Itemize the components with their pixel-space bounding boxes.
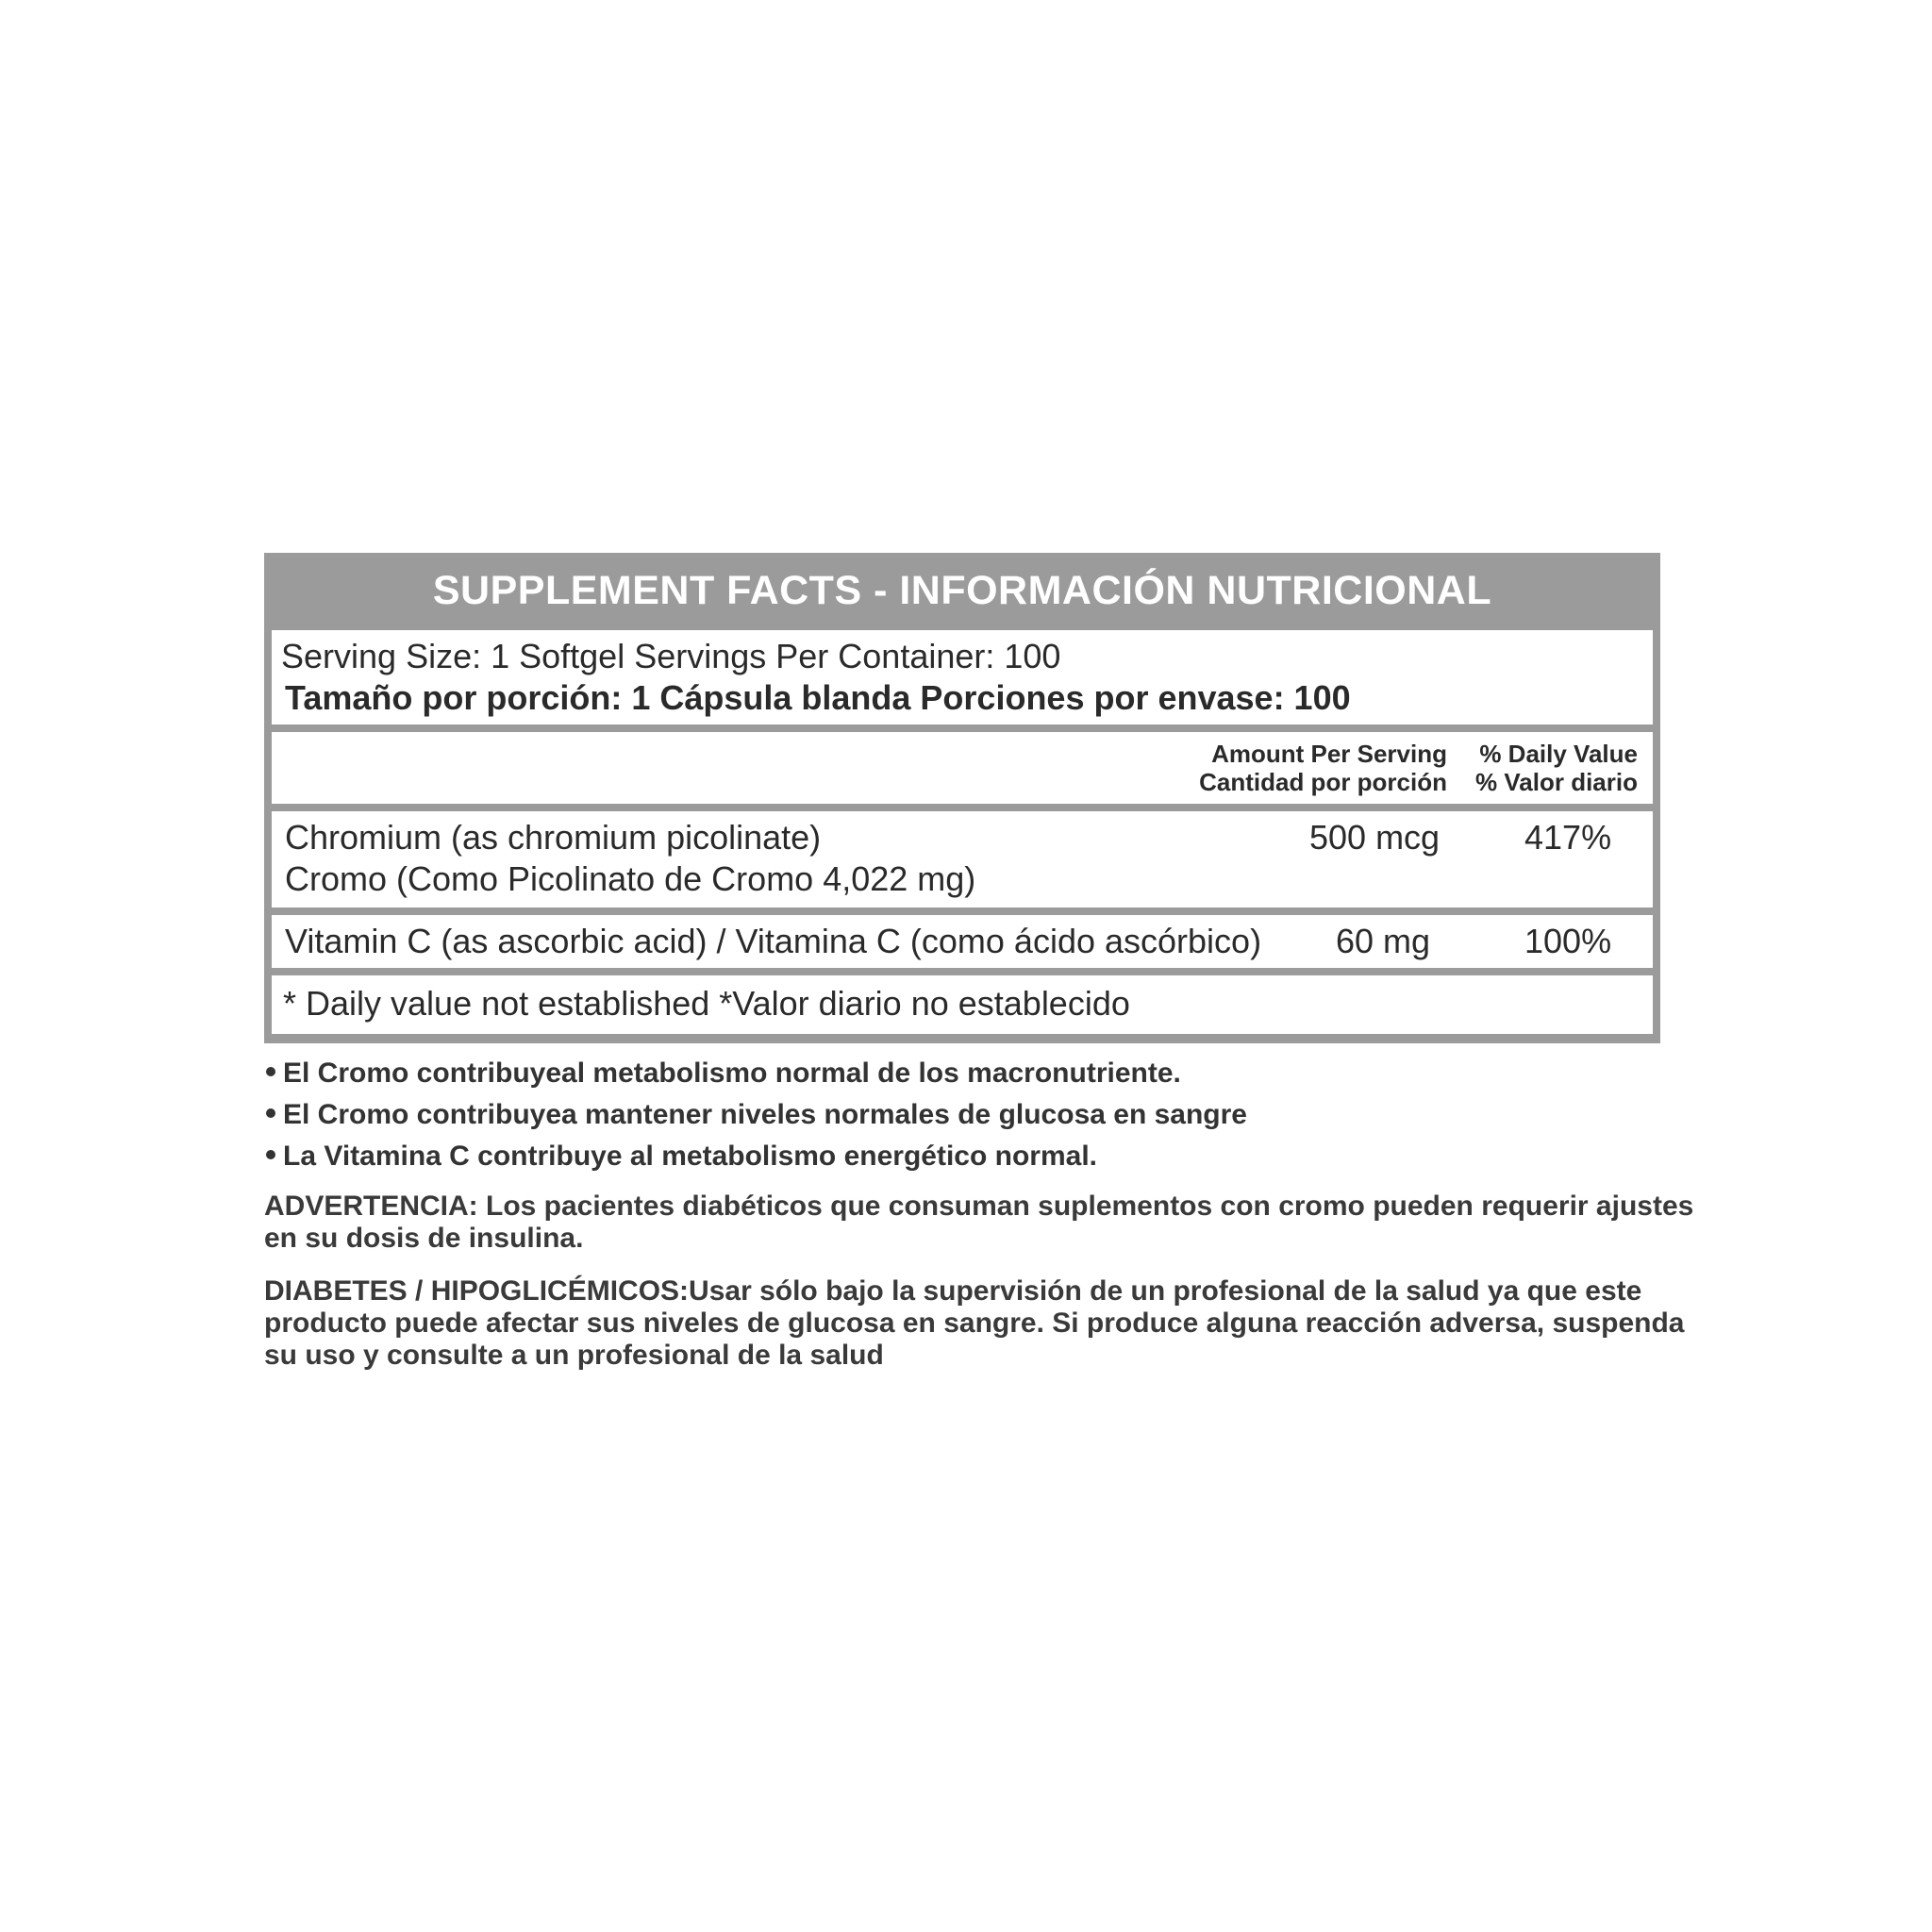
footnote: * Daily value not established *Valor diario no establecido (283, 984, 1130, 1023)
nutrient-daily-value: 100% (1524, 922, 1612, 960)
list-item (264, 1053, 1679, 1094)
claim-text: El Cromo contribuyea mantener niveles normales de glucosa en sangre (283, 1099, 1247, 1130)
nutrient-row-chromium (272, 811, 1653, 908)
amount-header (1199, 740, 1447, 796)
warning-advertencia: ADVERTENCIA: Los pacientes diabéticos que consuman suplementos con cromo pueden requerir ajustes en su dosis de insulina. (264, 1191, 1694, 1254)
claims-list (264, 1053, 1679, 1177)
panel-title: SUPPLEMENT FACTS - INFORMACIÓN NUTRICIONAL (432, 568, 1492, 613)
nutrient-row-vitamin-c (272, 915, 1653, 968)
daily-value-header-es: % Valor diario (1475, 768, 1638, 796)
supplement-facts-panel (264, 553, 1660, 1043)
nutrient-name-en: Chromium (as chromium picolinate) (285, 818, 822, 857)
bullet-icon (266, 1108, 275, 1118)
daily-value-header-en: % Daily Value (1479, 740, 1638, 768)
column-header (272, 732, 1653, 804)
warning-diabetes: DIABETES / HIPOGLICÉMICOS:Usar sólo bajo la supervisión de un profesional de la salud ya que este producto puede afectar sus niveles de glucosa en sangre. Si produce alguna reacción adversa, suspenda su uso y consulte a un profesional de la salud (264, 1275, 1685, 1371)
bullet-icon (266, 1150, 275, 1159)
list-item (264, 1136, 1679, 1177)
nutrient-name-es: Cromo (Como Picolinato de Cromo 4,022 mg) (285, 859, 976, 898)
nutrient-name: Vitamin C (as ascorbic acid) / Vitamina C (como ácido ascórbico) (285, 922, 1262, 960)
amount-header-en: Amount Per Serving (1211, 740, 1447, 768)
serving-size-en: Serving Size: 1 Softgel Servings Per Container: 100 (281, 637, 1061, 675)
list-item (264, 1094, 1679, 1136)
nutrient-amount: 60 mg (1336, 922, 1431, 960)
footnote-row (272, 975, 1653, 1034)
serving-size-es: Tamaño por porción: 1 Cápsula blanda Porciones por envase: 100 (285, 678, 1351, 717)
claim-text: La Vitamina C contribuye al metabolismo energético normal. (283, 1141, 1097, 1172)
serving-info (272, 630, 1653, 724)
claim-text: El Cromo contribuyeal metabolismo normal de los macronutriente. (283, 1058, 1181, 1089)
amount-header-es: Cantidad por porción (1199, 768, 1447, 796)
bullet-icon (266, 1067, 275, 1076)
nutrient-daily-value: 417% (1524, 818, 1612, 857)
nutrient-amount: 500 mcg (1309, 818, 1441, 857)
daily-value-header (1475, 740, 1638, 796)
